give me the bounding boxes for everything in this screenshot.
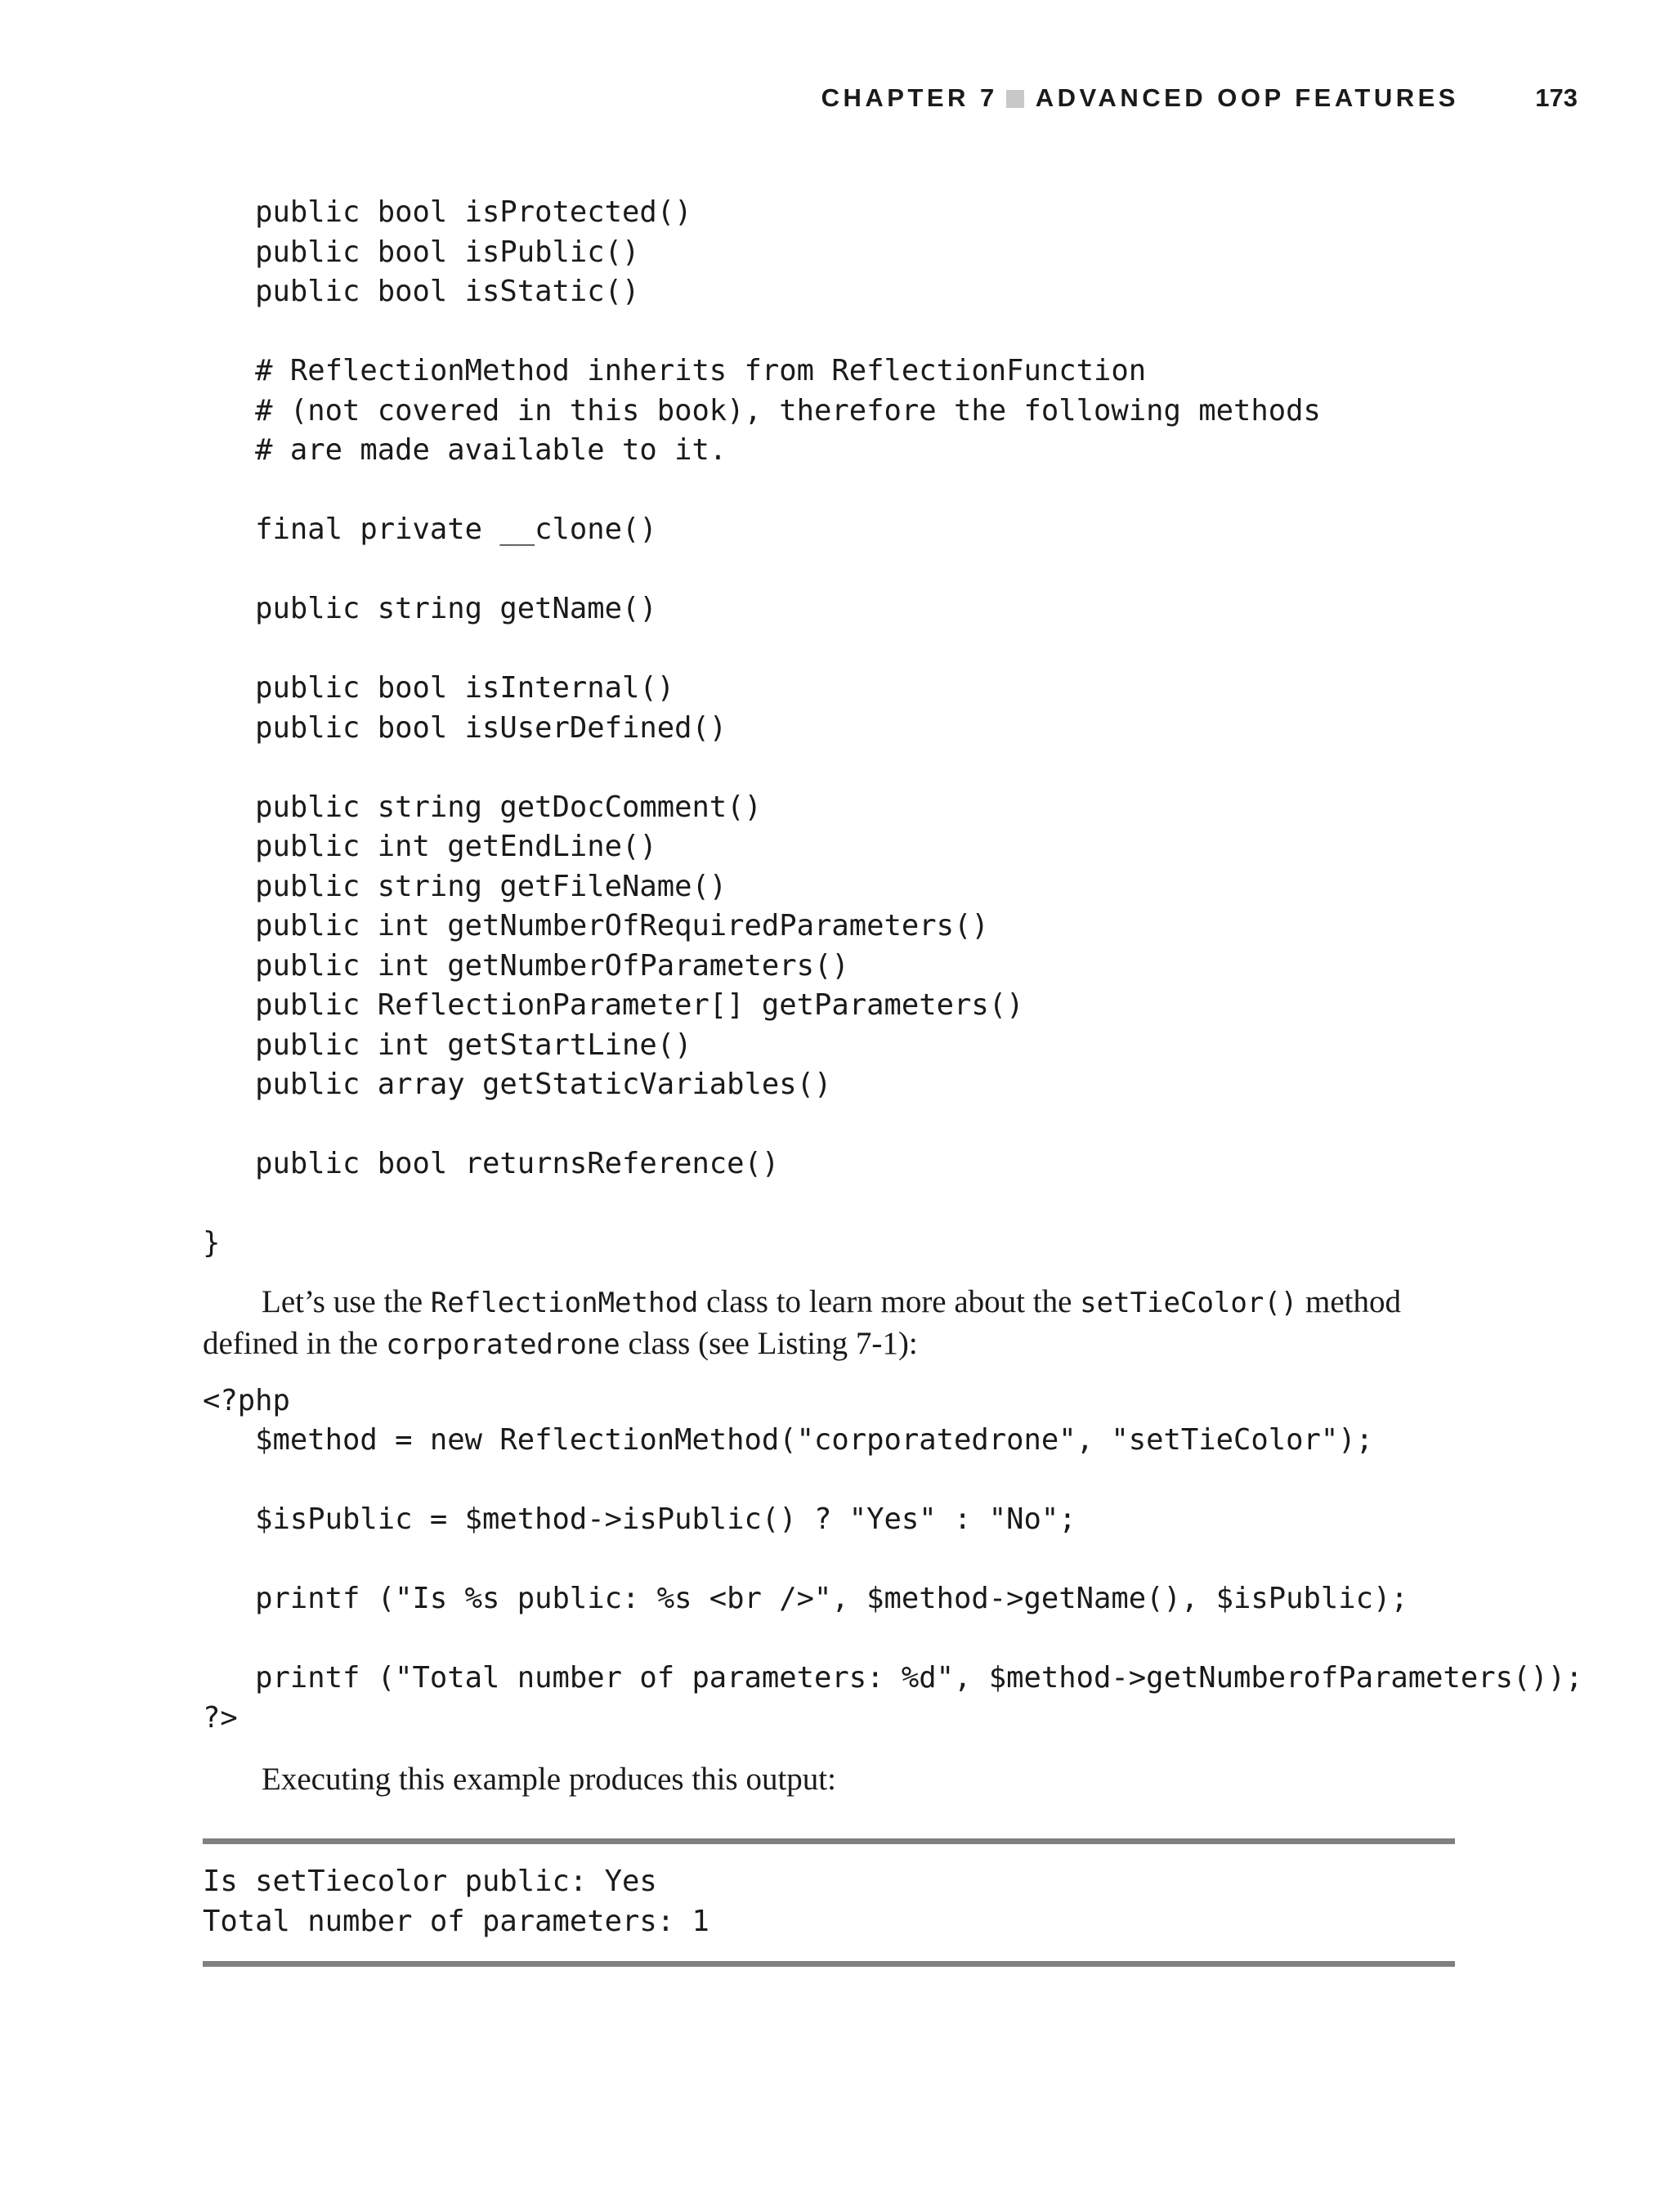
code-line: final private __clone() [203, 513, 657, 546]
code-line: public bool isProtected() [203, 195, 692, 229]
code-line: # are made available to it. [203, 433, 727, 467]
paragraph-text: Let’s use the [262, 1283, 431, 1319]
output-line: Total number of parameters: 1 [203, 1904, 709, 1938]
code-line: public bool isPublic() [203, 235, 640, 269]
paragraph-text: method defined in the [203, 1283, 1401, 1361]
paragraph-text: class to learn more about the [698, 1283, 1081, 1319]
code-listing-reflection-methods [203, 193, 1461, 1264]
chapter-label: CHAPTER 7 [821, 83, 998, 112]
section-title: ADVANCED OOP FEATURES [1035, 83, 1459, 112]
code-line: public bool isUserDefined() [203, 710, 727, 745]
code-line: public string getName() [203, 592, 657, 625]
code-line: public int getEndLine() [203, 830, 657, 863]
paragraph-text: class (see Listing 7-1): [620, 1325, 918, 1361]
output-box [203, 1838, 1455, 1967]
code-line: public bool isStatic() [203, 275, 640, 308]
code-line [203, 748, 1461, 788]
code-line: printf ("Total number of parameters: %d", $method->getNumberofParameters()); [203, 1661, 1583, 1695]
code-listing-php-example [203, 1381, 1583, 1739]
running-head [821, 80, 1459, 116]
code-line [203, 1105, 1461, 1145]
code-line: } [203, 1226, 221, 1260]
page-content [203, 193, 1583, 1967]
code-line [203, 1184, 1461, 1225]
running-header [0, 80, 1674, 116]
code-line: ?> [203, 1700, 238, 1735]
code-line [203, 471, 1461, 511]
code-line: public ReflectionParameter[] getParameters() [203, 988, 1024, 1022]
code-line [203, 629, 1461, 669]
code-line: public string getDocComment() [203, 790, 762, 824]
program-output [203, 1862, 1455, 1941]
inline-code-corporatedrone: corporatedrone [386, 1328, 620, 1361]
inline-code-settiecolor: setTieColor() [1080, 1286, 1298, 1319]
code-line: public int getStartLine() [203, 1028, 692, 1062]
square-separator-icon [1006, 90, 1024, 108]
code-line: printf ("Is %s public: %s <br />", $method->getName(), $isPublic); [203, 1582, 1408, 1615]
code-line [203, 1461, 1461, 1501]
code-line: public array getStaticVariables() [203, 1068, 832, 1101]
code-line [203, 1540, 1461, 1580]
code-line: public int getNumberOfRequiredParameters() [203, 909, 989, 943]
code-line: $method = new ReflectionMethod("corporatedrone", "setTieColor"); [203, 1423, 1373, 1457]
paragraph-output-intro: Executing this example produces this output: [262, 1762, 836, 1797]
paragraph-intro [203, 1282, 1461, 1365]
code-line: public string getFileName() [203, 869, 727, 903]
output-line: Is setTiecolor public: Yes [203, 1865, 657, 1898]
code-line: # ReflectionMethod inherits from ReflectionFunction [203, 354, 1147, 387]
code-line: public int getNumberOfParameters() [203, 948, 849, 983]
code-line: public bool returnsReference() [203, 1147, 780, 1180]
code-line: # (not covered in this book), therefore the following methods [203, 393, 1321, 428]
inline-code-reflectionmethod: ReflectionMethod [430, 1286, 699, 1319]
code-line: <?php [203, 1383, 290, 1417]
code-line: $isPublic = $method->isPublic() ? "Yes" : "No"; [203, 1502, 1076, 1536]
code-line [203, 312, 1461, 352]
code-line: public bool isInternal() [203, 671, 675, 705]
page-number: 173 [1535, 83, 1578, 112]
code-line [203, 550, 1461, 590]
code-line [203, 1619, 1461, 1659]
